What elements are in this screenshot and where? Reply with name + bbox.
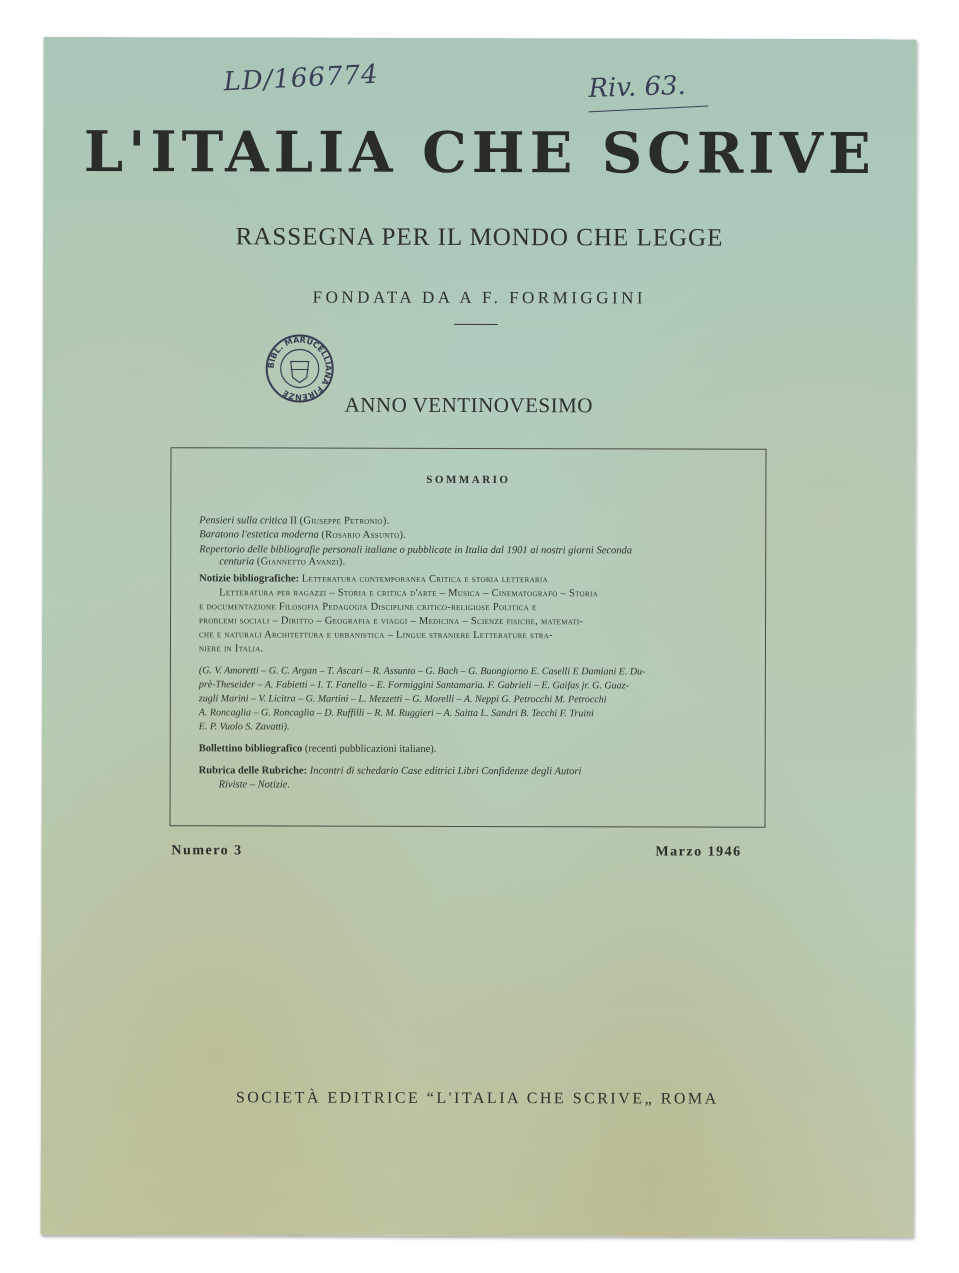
founder-line: FONDATA DA A F. FORMIGGINI — [312, 287, 647, 308]
catalog-note-handwriting: Riv. 63. — [587, 70, 687, 104]
contributors-line: (G. V. Amoretti – G. C. Argan – T. Ascari – R. Assunto – G. Bach – G. Buongiorno E. Caselli E Damiani E. Du- — [198, 665, 646, 678]
toc-entry: Pensieri sulla critica II (Giuseppe Petronio). — [199, 515, 390, 527]
contributors-line: E. P. Vuolo S. Zavatti). — [198, 721, 290, 733]
issue-date: Marzo 1946 — [655, 844, 742, 860]
issue-number: Numero 3 — [171, 843, 243, 859]
catalog-note-underline — [588, 105, 708, 113]
publisher-line: SOCIETÀ EDITRICE “L'ITALIA CHE SCRIVE„ ROMA — [235, 1089, 719, 1108]
contributors-line: A. Roncaglia – G. Roncaglia – D. Ruffilli – R. M. Ruggieri – A. Saitta L. Sandri B. Tecchi F. Truini — [198, 707, 594, 720]
notizie-line: che e naturali Architettura e urbanistica – Lingue straniere Letterature stra- — [198, 629, 553, 642]
stamp-text: BIBL. MARUCELLIANA FIRENZE — [266, 335, 333, 402]
notizie-line: Letteratura per ragazzi – Storia e critica d'arte – Musica – Cinematografo – Storia — [219, 587, 598, 600]
notizie-section: Notizie bibliografiche: Letteratura contemporanea Critica e storia letteraria — [199, 573, 548, 586]
toc-entry: Baratono l'estetica moderna (Rosario Assunto). — [199, 529, 407, 541]
contributors-line: zugli Marini – V. Licitra – G. Martini – L. Mezzetti – G. Morelli – A. Neppi G. Petrocchi M. Petrocchi — [198, 693, 607, 706]
library-stamp — [265, 333, 335, 403]
toc-entry: centuria (Giannetto Avanzi). — [219, 556, 346, 568]
shelfmark-handwriting: LD/166774 — [222, 59, 380, 98]
toc-entry: Repertorio delle bibliografie personali italiane o pubblicate in Italia dal 1901 ai nostri giorni Seconda — [199, 544, 633, 557]
rubrica-entry: Rubrica delle Rubriche: Incontri di schedario Case editrici Libri Confidenze degli Autori — [198, 765, 582, 778]
bollettino-entry: Bollettino bibliografico (recenti pubblicazioni italiane). — [198, 743, 437, 755]
rubrica-line: Riviste – Notizie. — [218, 779, 291, 791]
contributors-line: prè-Theseider – A. Fabietti – I. T. Fanello – E. Formiggini Santamaria. F. Gabrieli – E. Gaifas jr. G. Guaz- — [198, 679, 629, 692]
notizie-line: problemi sociali – Diritto – Geografia e viaggi – Medicina – Scienze fisiche, matemati- — [199, 615, 584, 628]
magazine-cover — [40, 37, 916, 1237]
volume-year: ANNO VENTINOVESIMO — [344, 392, 593, 418]
table-of-contents-box — [170, 447, 767, 828]
masthead-subtitle: RASSEGNA PER IL MONDO CHE LEGGE — [235, 223, 724, 252]
notizie-line: niere in Italia. — [198, 643, 264, 655]
toc-heading: SOMMARIO — [426, 473, 511, 487]
masthead-title: L'ITALIA CHE SCRIVE — [83, 118, 876, 188]
divider-rule — [454, 324, 498, 325]
notizie-line: e documentazione Filosofia Pedagogia Discipline critico-religiose Politica e — [199, 601, 537, 614]
